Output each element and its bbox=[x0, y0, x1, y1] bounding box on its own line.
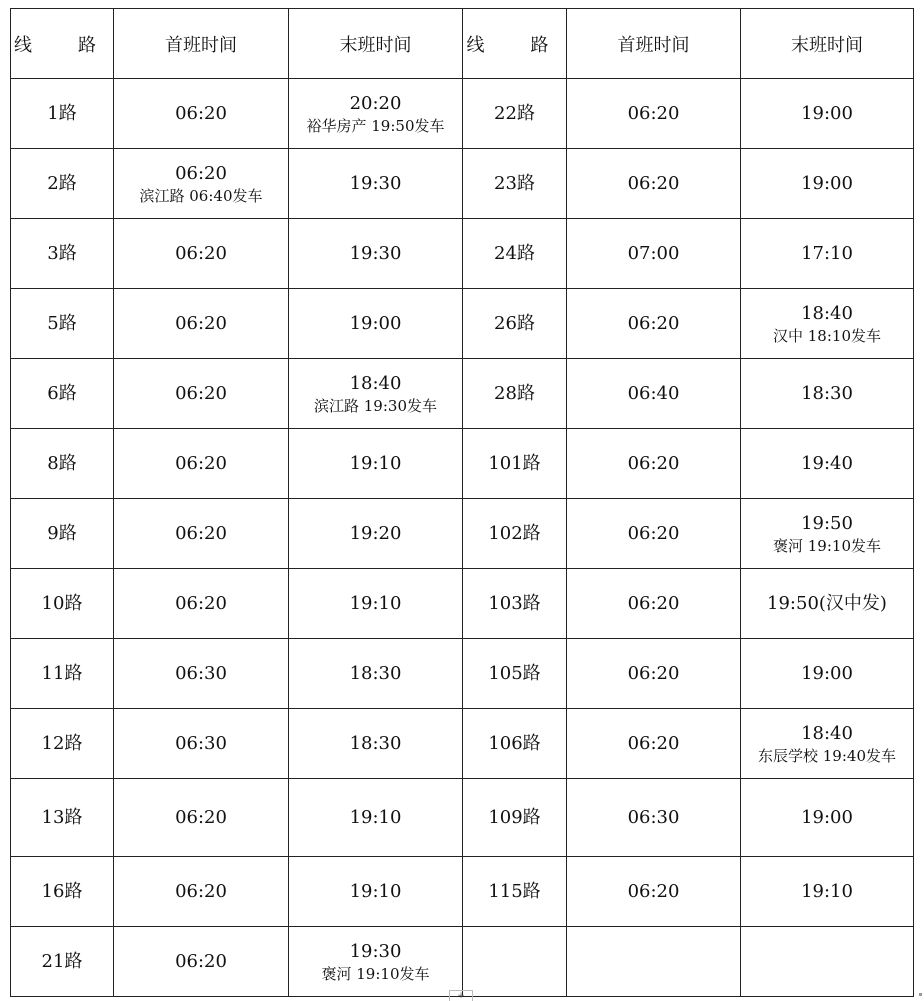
last-time-cell: 19:10 bbox=[289, 569, 463, 639]
route-cell: 109路 bbox=[463, 779, 567, 857]
corner-dot-icon bbox=[919, 993, 922, 996]
route-cell: 24路 bbox=[463, 219, 567, 289]
route-cell: 106路 bbox=[463, 709, 567, 779]
route-cell: 11路 bbox=[11, 639, 114, 709]
header-first-left: 首班时间 bbox=[114, 9, 289, 79]
last-time-cell: 18:30 bbox=[289, 639, 463, 709]
first-time-cell: 06:20 bbox=[567, 429, 741, 499]
table-row bbox=[11, 499, 914, 569]
table-row bbox=[11, 709, 914, 779]
last-time-cell: 19:00 bbox=[741, 779, 914, 857]
table-row bbox=[11, 289, 914, 359]
route-cell: 10路 bbox=[11, 569, 114, 639]
last-time-cell: 19:10 bbox=[289, 779, 463, 857]
first-time-cell: 06:20 bbox=[567, 709, 741, 779]
first-time-cell: 06:20 bbox=[567, 857, 741, 927]
schedule-sheet bbox=[10, 8, 913, 997]
route-cell: 102路 bbox=[463, 499, 567, 569]
table-row bbox=[11, 569, 914, 639]
first-time-cell: 06:20 bbox=[114, 289, 289, 359]
table-row bbox=[11, 219, 914, 289]
route-cell: 6路 bbox=[11, 359, 114, 429]
table-row bbox=[11, 927, 914, 997]
last-time-cell: 19:50 褒河 19:10发车 bbox=[741, 499, 914, 569]
route-cell: 28路 bbox=[463, 359, 567, 429]
first-time-cell: 06:20 bbox=[114, 857, 289, 927]
route-cell: 1路 bbox=[11, 79, 114, 149]
schedule-body bbox=[11, 79, 914, 997]
table-row bbox=[11, 639, 914, 709]
last-time-cell: 17:10 bbox=[741, 219, 914, 289]
table-row bbox=[11, 359, 914, 429]
last-time-cell: 19:30 bbox=[289, 149, 463, 219]
last-time-cell: 18:40 汉中 18:10发车 bbox=[741, 289, 914, 359]
first-time-cell: 06:40 bbox=[567, 359, 741, 429]
header-last-left: 末班时间 bbox=[289, 9, 463, 79]
last-time-cell: 19:10 bbox=[289, 857, 463, 927]
empty-cell bbox=[567, 927, 741, 997]
last-time-cell: 19:10 bbox=[289, 429, 463, 499]
route-cell: 9路 bbox=[11, 499, 114, 569]
first-time-cell: 07:00 bbox=[567, 219, 741, 289]
last-time-cell: 19:00 bbox=[741, 149, 914, 219]
first-time-cell: 06:30 bbox=[567, 779, 741, 857]
route-cell: 115路 bbox=[463, 857, 567, 927]
empty-cell bbox=[463, 927, 567, 997]
table-row bbox=[11, 857, 914, 927]
last-time-cell: 19:30 褒河 19:10发车 bbox=[289, 927, 463, 997]
last-time-cell: 18:30 bbox=[741, 359, 914, 429]
first-time-cell: 06:20 bbox=[567, 569, 741, 639]
first-time-cell: 06:20 bbox=[114, 79, 289, 149]
plus-icon: + bbox=[457, 991, 465, 1001]
first-time-cell: 06:20 bbox=[114, 429, 289, 499]
table-row bbox=[11, 429, 914, 499]
first-time-cell: 06:20 bbox=[114, 359, 289, 429]
last-time-cell: 19:00 bbox=[741, 79, 914, 149]
last-time-cell: 19:00 bbox=[741, 639, 914, 709]
route-cell: 5路 bbox=[11, 289, 114, 359]
empty-cell bbox=[741, 927, 914, 997]
last-time-cell: 19:10 bbox=[741, 857, 914, 927]
route-cell: 26路 bbox=[463, 289, 567, 359]
first-time-cell: 06:30 bbox=[114, 709, 289, 779]
route-cell: 21路 bbox=[11, 927, 114, 997]
first-time-cell: 06:20 bbox=[567, 499, 741, 569]
route-cell: 16路 bbox=[11, 857, 114, 927]
table-header-row bbox=[11, 9, 914, 79]
bus-schedule-table bbox=[10, 8, 914, 997]
last-time-cell: 19:40 bbox=[741, 429, 914, 499]
first-time-cell: 06:20 bbox=[567, 639, 741, 709]
first-time-cell: 06:20 bbox=[114, 499, 289, 569]
table-row bbox=[11, 79, 914, 149]
header-last-right: 末班时间 bbox=[741, 9, 914, 79]
first-time-cell: 06:20 bbox=[114, 779, 289, 857]
header-route-left: 线 路 bbox=[11, 9, 114, 79]
route-cell: 8路 bbox=[11, 429, 114, 499]
first-time-cell: 06:20 bbox=[114, 927, 289, 997]
route-cell: 2路 bbox=[11, 149, 114, 219]
last-time-cell: 18:30 bbox=[289, 709, 463, 779]
first-time-cell: 06:30 bbox=[114, 639, 289, 709]
table-row bbox=[11, 779, 914, 857]
last-time-cell: 19:30 bbox=[289, 219, 463, 289]
last-time-cell: 19:20 bbox=[289, 499, 463, 569]
route-cell: 13路 bbox=[11, 779, 114, 857]
route-cell: 105路 bbox=[463, 639, 567, 709]
last-time-cell: 18:40 东辰学校 19:40发车 bbox=[741, 709, 914, 779]
route-cell: 23路 bbox=[463, 149, 567, 219]
first-time-cell: 06:20 bbox=[567, 79, 741, 149]
table-add-tab[interactable] bbox=[449, 990, 473, 1001]
last-time-cell: 19:50(汉中发) bbox=[741, 569, 914, 639]
table-row bbox=[11, 149, 914, 219]
header-route-right: 线 路 bbox=[463, 9, 567, 79]
first-time-cell: 06:20 bbox=[567, 289, 741, 359]
last-time-cell: 19:00 bbox=[289, 289, 463, 359]
first-time-cell: 06:20 bbox=[114, 219, 289, 289]
route-cell: 101路 bbox=[463, 429, 567, 499]
route-cell: 3路 bbox=[11, 219, 114, 289]
first-time-cell: 06:20 滨江路 06:40发车 bbox=[114, 149, 289, 219]
first-time-cell: 06:20 bbox=[114, 569, 289, 639]
first-time-cell: 06:20 bbox=[567, 149, 741, 219]
last-time-cell: 18:40 滨江路 19:30发车 bbox=[289, 359, 463, 429]
header-first-right: 首班时间 bbox=[567, 9, 741, 79]
last-time-cell: 20:20 裕华房产 19:50发车 bbox=[289, 79, 463, 149]
route-cell: 12路 bbox=[11, 709, 114, 779]
route-cell: 103路 bbox=[463, 569, 567, 639]
route-cell: 22路 bbox=[463, 79, 567, 149]
